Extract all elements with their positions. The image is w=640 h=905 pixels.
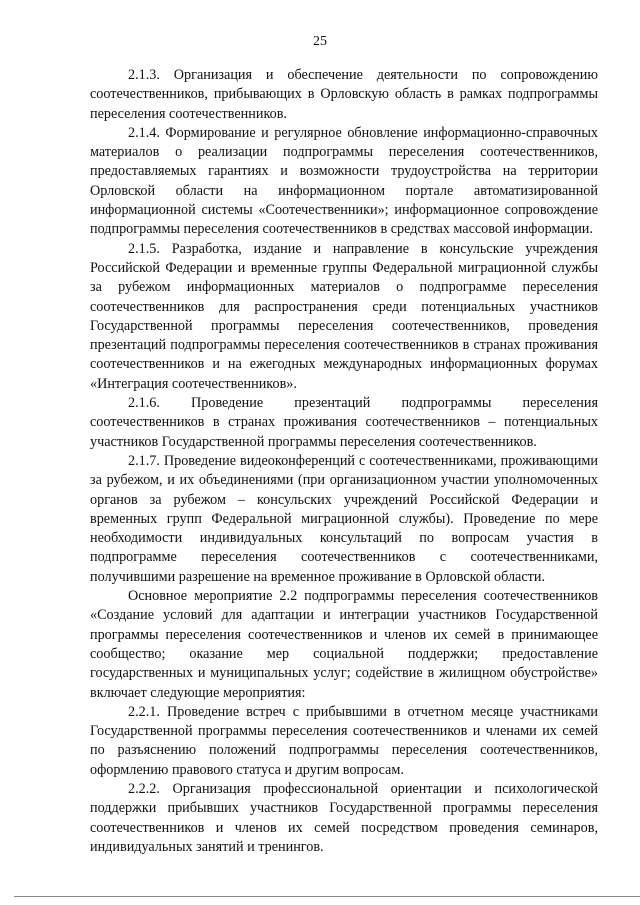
paragraph-2-2-2: 2.2.2. Организация профессиональной ориентации и психологической поддержки прибывших участников Государственной программы переселения соотечественников и членов их семей посредством проведения семинаров, индивидуальных занятий и тренингов. xyxy=(90,780,598,855)
document-body xyxy=(90,66,598,857)
paragraph-2-2-1: 2.2.1. Проведение встреч с прибывшими в отчетном месяце участниками Государственной программы переселения соотечественников и членами их семей по разъяснению положений подпрограммы переселения соотечественников, оформлению правового статуса и другим вопросам. xyxy=(90,703,598,778)
paragraph-2-1-5: 2.1.5. Разработка, издание и направление в консульские учреждения Российской Федерации и временные группы Федеральной миграционной службы за рубежом информационных материалов о подпрограмме переселения соотечественников для распространения среди потенциальных участников Государственной программы переселения соотечественников, проведения презентаций подпрограммы переселения соотечественников в странах проживания соотечественников и на ежегодных международных информационных форумах «Интеграция соотечественников». xyxy=(90,240,598,392)
page-number: 25 xyxy=(313,34,327,49)
paragraph-2-1-7: 2.1.7. Проведение видеоконференций с соотечественниками, проживающими за рубежом, и их объединениями (при организационном участии уполномоченных органов за рубежом – консульских учреждений Российской Федерации и временных групп Федеральной миграционной службы). Проведение по мере необходимости индивидуальных консультаций по вопросам участия в подпрограмме переселения соотечественников с соотечественниками, получившими разрешение на временное проживание в Орловской области. xyxy=(90,452,598,585)
paragraph-2-1-6: 2.1.6. Проведение презентаций подпрограммы переселения соотечественников в странах проживания соотечественников – потенциальных участников Государственной программы переселения соотечественников. xyxy=(90,395,598,450)
paragraph-2-1-3: 2.1.3. Организация и обеспечение деятельности по сопровождению соотечественников, прибывающих в Орловскую область в рамках подпрограммы переселения соотечественников. xyxy=(90,67,598,122)
paragraph-2-1-4: 2.1.4. Формирование и регулярное обновление информационно-справочных материалов о реализации подпрограммы переселения соотечественников, предоставляемых гарантиях и возможности трудоустройства на территории Орловской области на информационном портале автоматизированной информационной системы «Соотечественники»; информационное сопровождение подпрограммы переселения соотечественников в средствах массовой информации. xyxy=(90,124,598,238)
page-bottom-rule xyxy=(14,896,640,897)
paragraph-main-activity-2-2: Основное мероприятие 2.2 подпрограммы переселения соотечественников «Создание условий для адаптации и интеграции участников Государственной программы переселения соотечественников и членов их семей в принимающее сообщество; оказание мер социальной поддержки; предоставление государственных и муниципальных услуг; содействие в жилищном обустройстве» включает следующие мероприятия: xyxy=(90,588,598,701)
